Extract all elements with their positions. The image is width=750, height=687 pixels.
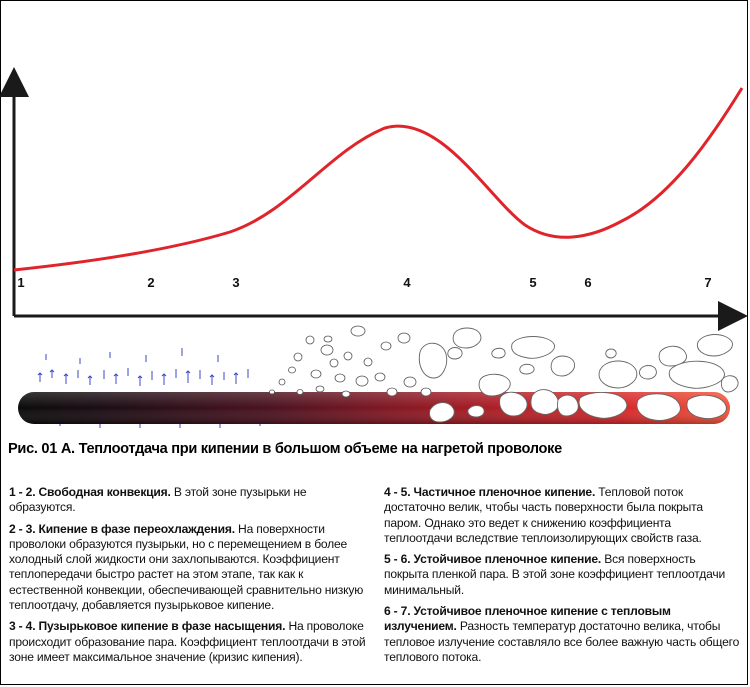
zone-description-6-7: 6 - 7. Устойчивое пленочное кипение с тепловым излучением. Разность температур достаточно велика, чтобы тепловое излучение составляло все более важную часть общего теплового потока. [384, 604, 740, 664]
zone-description-3-4: 3 - 4. Пузырьковое кипение в фазе насыщения. На проволоке происходит образование пара. Коэффициент теплоотдачи в этой зоне имеет максимальное значение (кризис кипения). [9, 619, 366, 664]
zone-label-6: 6 [584, 275, 592, 290]
zone-description-5-6: 5 - 6. Устойчивое пленочное кипение. Вся поверхность покрыта пленкой пара. В этой зоне коэффициент теплоотдачи минимальный. [384, 552, 726, 597]
zone-description-1-2: 1 - 2. Свободная конвекция. В этой зоне пузырьки не образуются. [9, 485, 307, 515]
zone-label-5: 5 [529, 275, 537, 290]
zone-label-2: 2 [147, 275, 155, 290]
zone-label-7: 7 [704, 275, 712, 290]
zone-label-3: 3 [232, 275, 240, 290]
heat-transfer-curve [14, 88, 742, 270]
zone-label-1: 1 [17, 275, 25, 290]
description-column-left [9, 485, 371, 671]
vapor-bubbles-small [270, 326, 432, 397]
zone-labels [17, 275, 711, 290]
zone-label-4: 4 [403, 275, 411, 290]
figure-caption: Рис. 01 А. Теплоотдача при кипении в большом объеме на нагретой проволоке [8, 441, 562, 457]
zone-description-4-5: 4 - 5. Частичное пленочное кипение. Тепловой поток достаточно велик, чтобы часть поверхности была покрыта паром. Однако это ведет к снижению коэффициента теплоотдачи вследствие теплоизолирующих свойств газа. [384, 485, 703, 545]
description-column-right [384, 485, 742, 671]
zone-description-2-3: 2 - 3. Кипение в фазе переохлаждения. На поверхности проволоки образуются пузырьки, но с перемещением в более холодный слой жидкости они захлопываются. Коэффициент теплопередачи быстро растет на этом этапе, так как к естественной конвекции, обеспечивающей сравнительно низкую теплоотдачу, добавляется пузырьковое кипение. [9, 521, 364, 613]
